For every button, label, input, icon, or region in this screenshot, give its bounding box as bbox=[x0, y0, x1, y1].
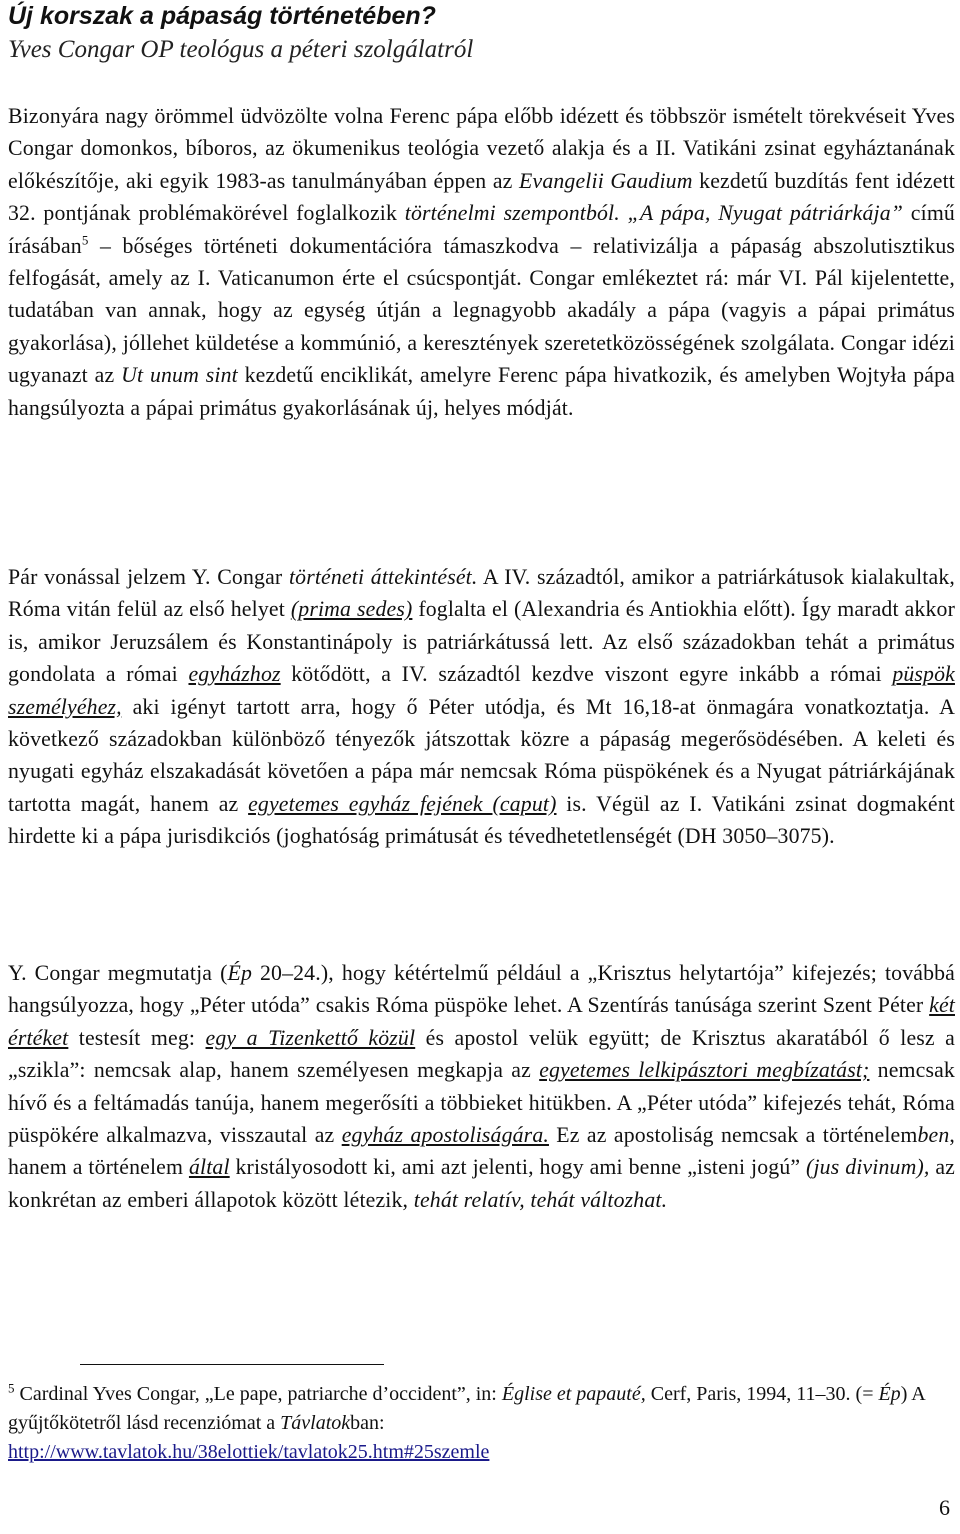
page-number: 6 bbox=[939, 1495, 950, 1520]
paragraph-3: Y. Congar megmutatja (Ép 20–24.), hogy kétértelmű például a „Krisztus helytartója” kifejezés; továbbá hangsúlyozza, hogy „Péter utóda” csakis Róma püspöke lehet. A Szentírás tanúsága szerint Szent Péter két értéket testesít meg: egy a Tizenkettő közül és apostol velük együtt; de Krisztus akaratából ő lesz a „szikla”: nemcsak alap, hanem személyesen megkapja az egyetemes lelkipásztori megbízatást; nemcsak hívő és a feltámadás tanúja, hanem megerősíti a többieket hitükben. A „Péter utóda” kifejezés tehát, Róma püspökére alkalmazva, visszautal az egyház apostoliságára. Ez az apostoliság nemcsak a történelemben, hanem a történelem által kristályosodott ki, ami azt jelenti, hogy ami benne „isteni jogú” (jus divinum), az konkrétan az emberi állapotok között létezik, tehát relatív, tehát változhat. bbox=[8, 961, 955, 1212]
footnote: $^5$ Cardinal Yves Congar, „Le pape, patriarche d’occident”, in: Église et papauté, Cerf, Paris, 1994, 11–30. (= Ép) A gyűjtőkötetről lásd recenziómat a Távlatokban: http://www.tavlatok.hu/38elottiek/tavlatok25.htm#25szemle bbox=[8, 1380, 925, 1463]
footnote-reference[interactable]: 5 bbox=[81, 232, 89, 248]
footnote-number: 5 bbox=[8, 1380, 15, 1396]
page-subtitle: Yves Congar OP teológus a péteri szolgálatról bbox=[8, 36, 474, 63]
paragraph-1: Bizonyára nagy örömmel üdvözölte volna Ferenc pápa előbb idézett és többször ismételt törekvéseit Yves Congar domonkos, bíboros, az ökumenikus teológia vezető alakja és a II. Vatikáni zsinat egyháztanának előkészítője, aki egyik 1983-as tanulmányában éppen az Evangelii Gaudium kezdetű buzdítás fent idézett 32. pontjának problémakörével foglalkozik történelmi szempontból. „A pápa, Nyugat pátriárkája” című írásában$^5$ – bőséges történeti dokumentációra támaszkodva – relativizálja a pápaság abszolutisztikus felfogását, amely az I. Vaticanumon érte el csúcspontját. Congar emlékeztet rá: már VI. Pál kijelentette, tudatában van annak, hogy az egység útján a legnagyobb akadály a pápa (vagyis a pápai primátus gyakorlása), jóllehet küldetése a kommúnió, a keresztények szeretetközösségének szolgálata. Congar idézi ugyanazt az Ut unum sint kezdetű enciklikát, amelyre Ferenc pápa hivatkozik, és amelyben Wojtyła pápa hangsúlyozta a pápai primátus gyakorlásának új, helyes módját. bbox=[8, 104, 956, 420]
paragraph-2: Pár vonással jelzem Y. Congar történeti áttekintését. A IV. századtól, amikor a patriárkátusok kialakultak, Róma vitán felül az első helyet (prima sedes) foglalta el (Alexandria és Antiokhia előtt). Így maradt akkor is, amikor Jeruzsálem és Konstantinápoly is patriárkátussá lett. Az első századokban tehát a primátus gondolata a római egyházhoz kötődött, a IV. századtól kezdve viszont egyre inkább a római püspök személyéhez, aki igényt tartott arra, hogy ő Péter utódja, és Mt 16,18-at önmagára vonatkoztatja. A következő századokban különböző tényezők játszottak közre a pápaság megerősödésében. A keleti és nyugati egyház elszakadását követően a pápa már nemcsak Róma püspökének és a Nyugat pátriárkájának tartotta magát, hanem az egyetemes egyház fejének (caput) is. Végül az I. Vatikáni zsinat dogmaként hirdette ki a pápa jurisdikciós (joghatóság primátusát és tévedhetetlenségét (DH 3050–3075). bbox=[8, 565, 955, 849]
footnote-separator bbox=[80, 1364, 384, 1365]
page-title: Új korszak a pápaság történetében? bbox=[8, 2, 436, 30]
footnote-link[interactable]: http://www.tavlatok.hu/38elottiek/tavlatok25.htm#25szemle bbox=[8, 1441, 490, 1463]
